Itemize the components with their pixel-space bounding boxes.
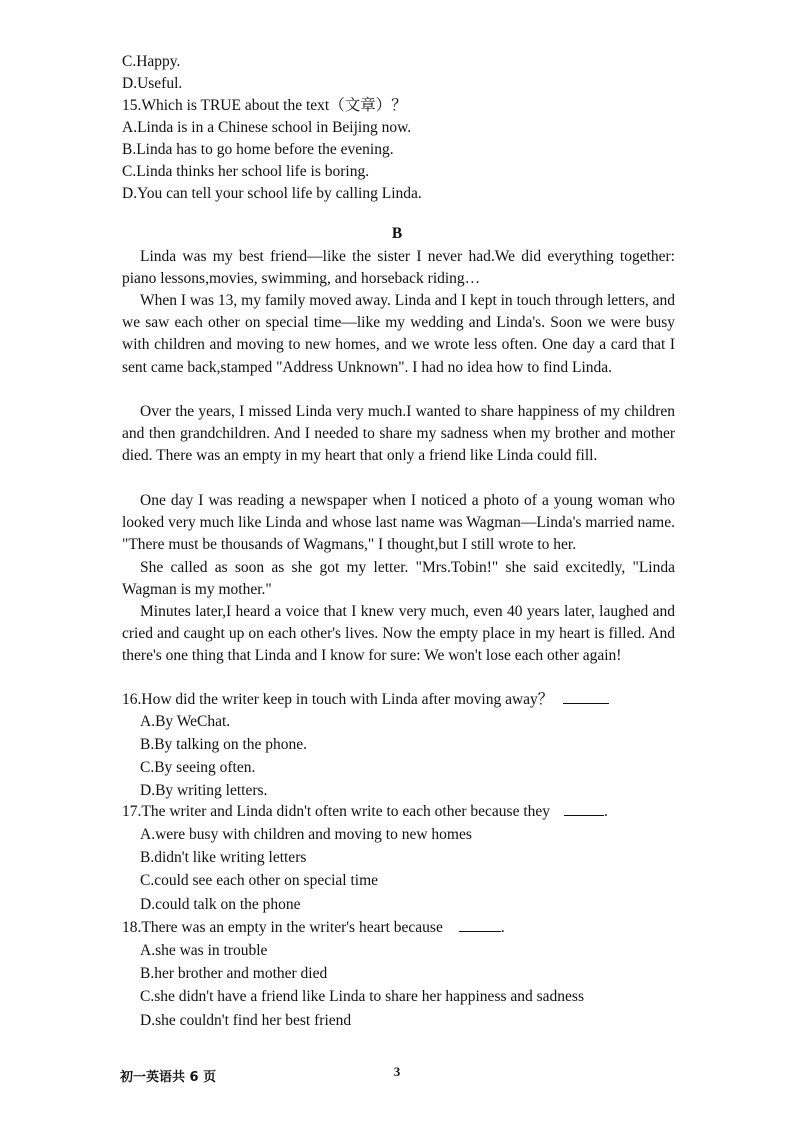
q17-question-text: 17.The writer and Linda didn't often write to each other because they [122, 803, 551, 820]
q18-option-b: B.her brother and mother died [140, 965, 328, 982]
q16-option-a: A.By WeChat. [140, 713, 231, 730]
answer-blank[interactable] [564, 803, 604, 816]
q17-question [122, 802, 608, 824]
q15-question: 15.Which is TRUE about the text（文章）？ [122, 97, 407, 114]
q17-option-d: D.could talk on the phone [140, 896, 301, 913]
q14-option-d: D.Useful. [122, 75, 183, 92]
q15-option-a: A.Linda is in a Chinese school in Beijing now. [122, 119, 412, 136]
passage-paragraph-2 [122, 290, 675, 379]
q18-question-text: 18.There was an empty in the writer's heart because [122, 919, 443, 936]
q14-option-c: C.Happy. [122, 53, 181, 70]
passage-paragraph-6 [122, 601, 675, 668]
answer-blank[interactable] [459, 919, 501, 932]
q17-option-c: C.could see each other on special time [140, 872, 379, 889]
q15-option-c: C.Linda thinks her school life is boring. [122, 163, 370, 180]
q16-question-text: 16.How did the writer keep in touch with Linda after moving away？ [122, 691, 554, 708]
passage-paragraph-4 [122, 490, 675, 557]
passage-text: She called as soon as she got my letter. "Mrs.Tobin!" she said excitedly, "Linda Wagman is my mother." [122, 559, 675, 599]
q16-option-b: B.By talking on the phone. [140, 736, 308, 753]
section-heading: B [391, 225, 403, 242]
q17-option-a: A.were busy with children and moving to new homes [140, 826, 472, 843]
answer-blank[interactable] [563, 691, 609, 704]
passage-text: Minutes later,I heard a voice that I knew very much, even 40 years later, laughed and cried and caught up on each other's lives. Now the empty place in my heart is filled. And there's one thing that Linda and I know for sure: We won't lose each other again! [122, 603, 675, 665]
page-number: 3 [393, 1064, 401, 1079]
q17-option-b: B.didn't like writing letters [140, 849, 307, 866]
q17-question-end: . [604, 803, 608, 820]
passage-text: Linda was my best friend—like the sister I never had.We did everything together: piano lessons,movies, swimming, and horseback riding… [122, 248, 675, 288]
q15-option-b: B.Linda has to go home before the evening. [122, 141, 394, 158]
q18-question [122, 918, 505, 940]
passage-paragraph-1 [122, 246, 675, 290]
passage-text: One day I was reading a newspaper when I noticed a photo of a young woman who looked very much like Linda and whose last name was Wagman—Linda's married name. "There must be thousands of Wagmans," I thought,but I still wrote to her. [122, 492, 675, 554]
passage-paragraph-3 [122, 401, 675, 468]
q18-option-c: C.she didn't have a friend like Linda to share her happiness and sadness [140, 988, 584, 1005]
q16-question [122, 690, 609, 712]
passage-paragraph-5 [122, 557, 675, 601]
q16-option-d: D.By writing letters. [140, 782, 268, 799]
footer-exam-label: 初一英语共 6 页 [120, 1070, 217, 1085]
passage-text: Over the years, I missed Linda very much.I wanted to share happiness of my children and then grandchildren. And I needed to share my sadness when my brother and mother died. There was an empty in my heart that only a friend like Linda could fill. [122, 403, 675, 465]
passage-text: When I was 13, my family moved away. Linda and I kept in touch through letters, and we saw each other on special time—like my wedding and Linda's. Soon we were busy with children and moving to new homes, and we wrote less often. One day a card that I sent came back,stamped "Address Unknown". I had no idea how to find Linda. [122, 292, 675, 376]
q18-question-end: . [500, 919, 505, 936]
q18-option-d: D.she couldn't find her best friend [140, 1012, 352, 1029]
q15-option-d: D.You can tell your school life by calling Linda. [122, 185, 422, 202]
q16-option-c: C.By seeing often. [140, 759, 256, 776]
q18-option-a: A.she was in trouble [140, 942, 268, 959]
